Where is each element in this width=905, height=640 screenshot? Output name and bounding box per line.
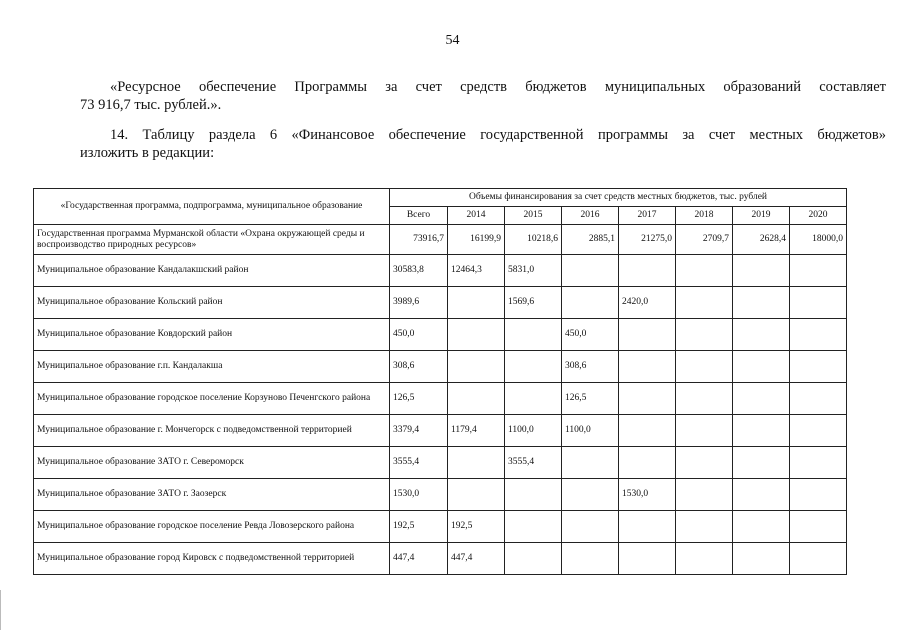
- page-number: 54: [445, 33, 460, 48]
- cell-value: 5831,0: [505, 255, 562, 287]
- cell-value: [733, 543, 790, 575]
- cell-value: 1530,0: [390, 479, 448, 511]
- cell-value: 3989,6: [390, 287, 448, 319]
- cell-value: 2420,0: [619, 287, 676, 319]
- paragraph-line: изложить в редакции:: [80, 145, 215, 161]
- cell-value: [733, 415, 790, 447]
- header-col-year: 2016: [562, 207, 619, 225]
- row-name: Государственная программа Мурманской области «Охрана окружающей среды и воспроизводство природных ресурсов»: [34, 225, 390, 255]
- cell-value: 126,5: [562, 383, 619, 415]
- row-name: Муниципальное образование Кандалакшский район: [34, 255, 390, 287]
- cell-value: [448, 319, 505, 351]
- financing-table: [33, 188, 847, 575]
- cell-value: [676, 255, 733, 287]
- table-row: [34, 511, 847, 543]
- cell-value: [733, 383, 790, 415]
- cell-value: [676, 543, 733, 575]
- cell-value: [562, 479, 619, 511]
- cell-value: 10218,6: [505, 225, 562, 255]
- cell-value: [676, 511, 733, 543]
- cell-value: 192,5: [448, 511, 505, 543]
- cell-value: [619, 511, 676, 543]
- cell-value: 2885,1: [562, 225, 619, 255]
- table-row: [34, 383, 847, 415]
- cell-value: [733, 287, 790, 319]
- cell-value: [733, 447, 790, 479]
- header-col-year: 2017: [619, 207, 676, 225]
- paragraph-line: 73 916,7 тыс. рублей.».: [80, 97, 222, 113]
- cell-value: 450,0: [562, 319, 619, 351]
- cell-value: 1179,4: [448, 415, 505, 447]
- table-row: [34, 351, 847, 383]
- cell-value: [562, 255, 619, 287]
- cell-value: [562, 511, 619, 543]
- table-row: [34, 543, 847, 575]
- cell-value: [619, 383, 676, 415]
- cell-value: 18000,0: [790, 225, 847, 255]
- cell-value: [790, 543, 847, 575]
- cell-value: [505, 543, 562, 575]
- row-name: Муниципальное образование Кольский район: [34, 287, 390, 319]
- row-name: Муниципальное образование город Кировск с подведомственной территорией: [34, 543, 390, 575]
- table-row: [34, 287, 847, 319]
- cell-value: 308,6: [562, 351, 619, 383]
- row-name: Муниципальное образование ЗАТО г. Североморск: [34, 447, 390, 479]
- cell-value: [676, 287, 733, 319]
- row-name: Муниципальное образование городское поселение Корзуново Печенгского района: [34, 383, 390, 415]
- cell-value: [619, 447, 676, 479]
- table-body: [34, 225, 847, 575]
- cell-value: [448, 351, 505, 383]
- paragraph-line: «Ресурсное обеспечение Программы за счет средств бюджетов муниципальных образований составляет: [110, 79, 886, 95]
- cell-value: [790, 287, 847, 319]
- cell-value: 3379,4: [390, 415, 448, 447]
- cell-value: [733, 511, 790, 543]
- cell-value: [448, 287, 505, 319]
- cell-value: 73916,7: [390, 225, 448, 255]
- cell-value: [676, 415, 733, 447]
- header-col-year: 2014: [448, 207, 505, 225]
- paragraph-resource-provision: [80, 78, 886, 114]
- row-name: Муниципальное образование г.п. Кандалакша: [34, 351, 390, 383]
- cell-value: [790, 415, 847, 447]
- table-row: [34, 319, 847, 351]
- cell-value: [790, 479, 847, 511]
- header-program-name: «Государственная программа, подпрограмма, муниципальное образование: [34, 189, 390, 225]
- header-col-total: Всего: [390, 207, 448, 225]
- cell-value: 450,0: [390, 319, 448, 351]
- cell-value: [790, 351, 847, 383]
- table-row: [34, 447, 847, 479]
- cell-value: [562, 543, 619, 575]
- cell-value: [790, 255, 847, 287]
- table-row: [34, 255, 847, 287]
- cell-value: [448, 447, 505, 479]
- paragraph-item-14: [80, 126, 886, 162]
- cell-value: [733, 255, 790, 287]
- cell-value: 1100,0: [562, 415, 619, 447]
- row-name: Муниципальное образование Ковдорский район: [34, 319, 390, 351]
- cell-value: 21275,0: [619, 225, 676, 255]
- header-col-year: 2015: [505, 207, 562, 225]
- cell-value: [790, 447, 847, 479]
- cell-value: [619, 351, 676, 383]
- cell-value: [733, 479, 790, 511]
- cell-value: [619, 319, 676, 351]
- header-col-year: 2018: [676, 207, 733, 225]
- cell-value: [505, 319, 562, 351]
- cell-value: 126,5: [390, 383, 448, 415]
- row-name: Муниципальное образование городское поселение Ревда Ловозерского района: [34, 511, 390, 543]
- row-name: Муниципальное образование ЗАТО г. Заозерск: [34, 479, 390, 511]
- cell-value: 447,4: [448, 543, 505, 575]
- cell-value: 1100,0: [505, 415, 562, 447]
- header-col-year: 2020: [790, 207, 847, 225]
- cell-value: 30583,8: [390, 255, 448, 287]
- cell-value: 3555,4: [390, 447, 448, 479]
- table-row: [34, 479, 847, 511]
- cell-value: [676, 351, 733, 383]
- cell-value: 308,6: [390, 351, 448, 383]
- cell-value: 3555,4: [505, 447, 562, 479]
- cell-value: [448, 479, 505, 511]
- cell-value: [505, 383, 562, 415]
- cell-value: [790, 511, 847, 543]
- paragraph-line: 14. Таблицу раздела 6 «Финансовое обеспечение государственной программы за счет местных бюджетов»: [110, 127, 886, 143]
- cell-value: [733, 319, 790, 351]
- row-name: Муниципальное образование г. Мончегорск с подведомственной территорией: [34, 415, 390, 447]
- cell-value: 447,4: [390, 543, 448, 575]
- cell-value: [790, 319, 847, 351]
- cell-value: 1530,0: [619, 479, 676, 511]
- cell-value: [676, 319, 733, 351]
- cell-value: [676, 479, 733, 511]
- table-row: [34, 415, 847, 447]
- cell-value: [733, 351, 790, 383]
- cell-value: 1569,6: [505, 287, 562, 319]
- scan-edge-line: [0, 590, 3, 630]
- cell-value: [676, 447, 733, 479]
- cell-value: [790, 383, 847, 415]
- cell-value: 12464,3: [448, 255, 505, 287]
- header-financing-volumes: Объемы финансирования за счет средств местных бюджетов, тыс. рублей: [390, 189, 847, 207]
- cell-value: [505, 511, 562, 543]
- cell-value: [448, 383, 505, 415]
- header-col-year: 2019: [733, 207, 790, 225]
- cell-value: [619, 543, 676, 575]
- cell-value: [676, 383, 733, 415]
- table-row: [34, 225, 847, 255]
- cell-value: 2709,7: [676, 225, 733, 255]
- cell-value: [505, 479, 562, 511]
- cell-value: 2628,4: [733, 225, 790, 255]
- cell-value: [562, 447, 619, 479]
- cell-value: [505, 351, 562, 383]
- cell-value: 16199,9: [448, 225, 505, 255]
- cell-value: [619, 415, 676, 447]
- cell-value: 192,5: [390, 511, 448, 543]
- cell-value: [562, 287, 619, 319]
- cell-value: [619, 255, 676, 287]
